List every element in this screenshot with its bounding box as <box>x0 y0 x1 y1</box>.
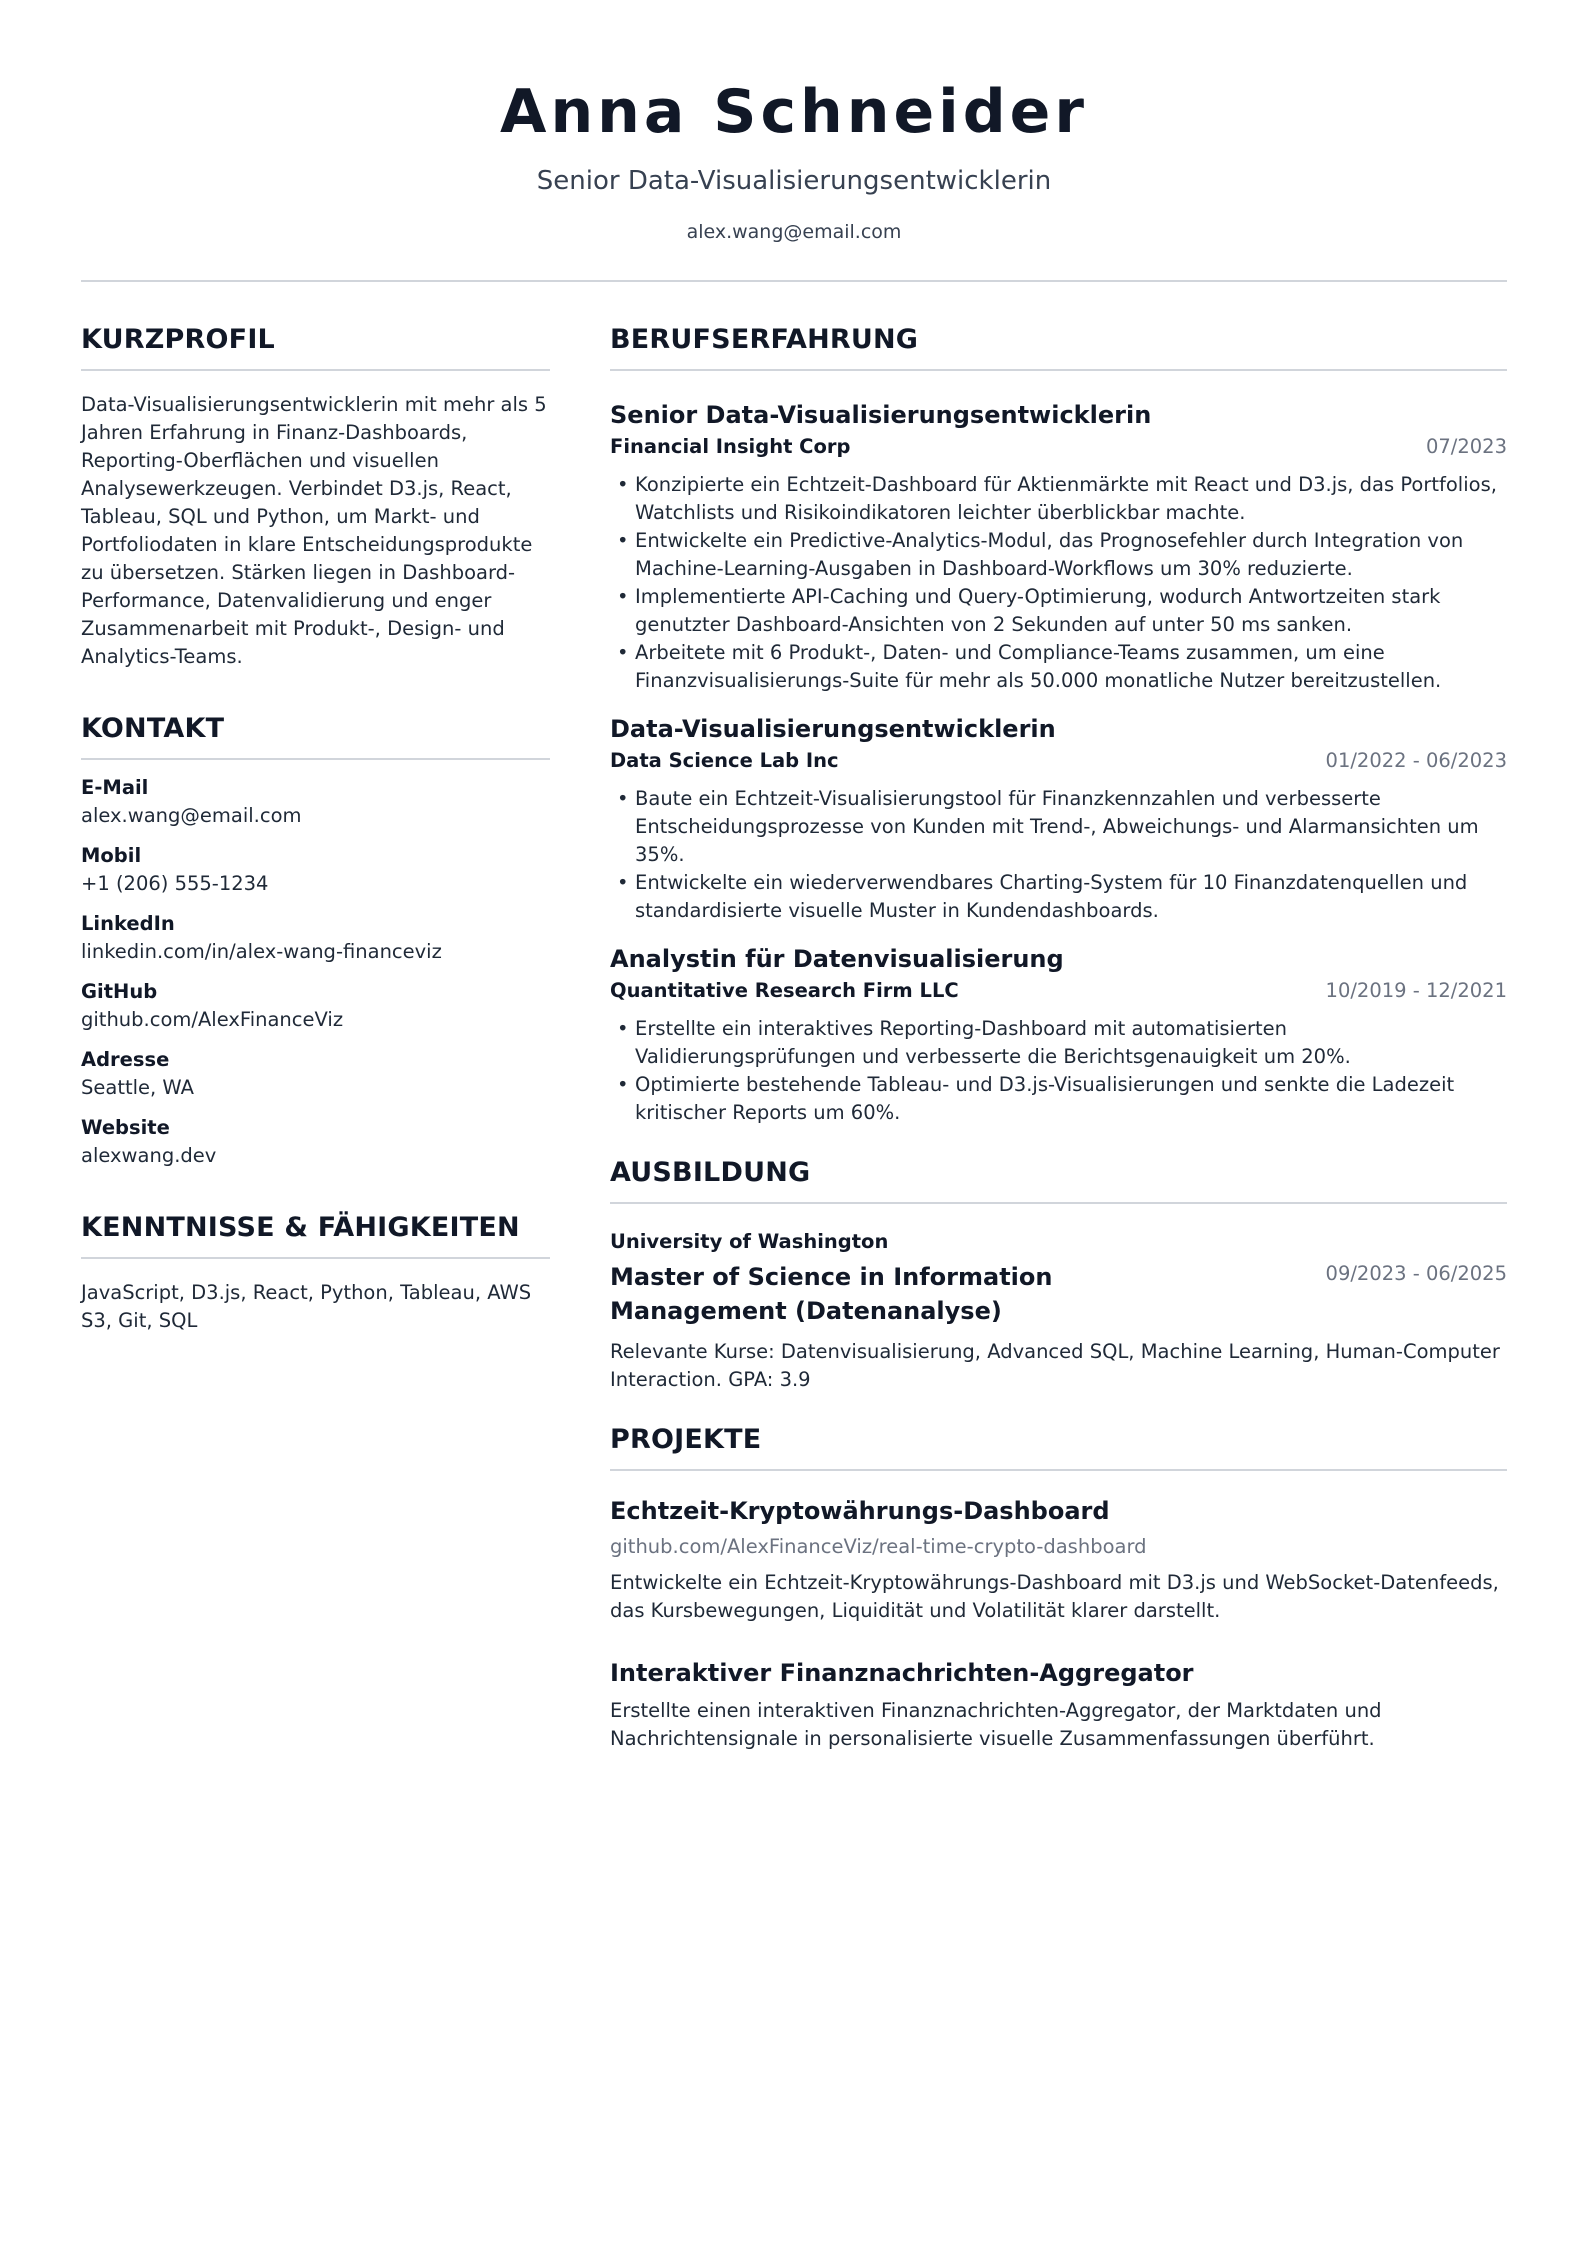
contact-address-value: Seattle, WA <box>81 1075 194 1099</box>
contact-github-link[interactable]: github.com/AlexFinanceViz <box>81 1007 344 1031</box>
edu-school: University of Washington <box>610 1229 889 1253</box>
left-column <box>81 324 550 1795</box>
contact-email-value[interactable]: alex.wang@email.com <box>81 803 302 827</box>
job-company: Data Science Lab Inc <box>610 748 839 772</box>
edu-date: 09/2023 - 06/2025 <box>1325 1261 1507 1285</box>
job-bullet <box>610 471 1507 527</box>
candidate-name: Anna Schneider <box>500 77 1088 147</box>
contact-linkedin-link[interactable]: linkedin.com/in/alex-wang-financeviz <box>81 939 442 963</box>
contact-item-email <box>81 774 550 830</box>
skills-heading: KENNTNISSE & FÄHIGKEITEN <box>81 1212 550 1259</box>
resume-columns <box>81 324 1507 1795</box>
contact-item-linkedin <box>81 910 550 966</box>
job-bullet <box>610 639 1507 695</box>
projects-section <box>610 1424 1507 1753</box>
job-bullet-text: Entwickelte ein wiederverwendbares Charting-System für 10 Finanzdatenquellen und standardisierte visuelle Muster in Kundendashboards. <box>635 870 1468 922</box>
job-title: Senior Data-Visualisierungsentwicklerin <box>610 400 1152 429</box>
job-bullet <box>610 869 1507 925</box>
project-desc: Erstellte einen interaktiven Finanznachrichten-Aggregator, der Marktdaten und Nachrichtensignale in personalisierte visuelle Zusammenfassungen überführt. <box>610 1698 1382 1750</box>
bullet-dot-icon: • <box>617 640 629 664</box>
header-divider <box>81 280 1507 282</box>
edu-degree-row <box>610 1260 1507 1328</box>
job-company: Financial Insight Corp <box>610 434 851 458</box>
job-bullet-text: Baute ein Echtzeit-Visualisierungstool für Finanzkennzahlen und verbesserte Entscheidungsprozesse von Kunden mit Trend-, Abweichungs- und Alarmansichten um 35%. <box>635 786 1479 866</box>
project-title: Interaktiver Finanznachrichten-Aggregator <box>610 1658 1194 1687</box>
summary-heading: KURZPROFIL <box>81 324 550 371</box>
contact-label: Adresse <box>81 1047 170 1071</box>
job-meta <box>610 977 1507 1005</box>
contact-item-address <box>81 1046 550 1102</box>
job-bullet <box>610 1071 1507 1127</box>
resume-header <box>81 0 1507 282</box>
job-bullet <box>610 583 1507 639</box>
bullet-dot-icon: • <box>617 870 629 894</box>
project-desc: Entwickelte ein Echtzeit-Kryptowährungs-Dashboard mit D3.js und WebSocket-Datenfeeds, das Kursbewegungen, Liquidität und Volatilität klarer darstellt. <box>610 1570 1499 1622</box>
job-bullet-text: Arbeitete mit 6 Produkt-, Daten- und Compliance-Teams zusammen, um eine Finanzvisualisierungs-Suite für mehr als 50.000 monatliche Nutzer bereitzustellen. <box>635 640 1442 692</box>
job-bullets <box>610 1015 1507 1127</box>
job-bullet <box>610 527 1507 583</box>
projects-heading: PROJEKTE <box>610 1424 1507 1471</box>
job-bullets <box>610 785 1507 925</box>
contact-item-phone <box>81 842 550 898</box>
contact-label: LinkedIn <box>81 911 175 935</box>
contact-section <box>81 713 550 1170</box>
summary-section <box>81 324 550 671</box>
job-bullet-text: Konzipierte ein Echtzeit-Dashboard für Aktienmärkte mit React und D3.js, das Portfolios, Watchlists und Risikoindikatoren leichter überblickbar machte. <box>635 472 1497 524</box>
skills-text: JavaScript, D3.js, React, Python, Tableau, AWS S3, Git, SQL <box>81 1280 532 1332</box>
contact-item-website <box>81 1114 550 1170</box>
candidate-title: Senior Data-Visualisierungsentwicklerin <box>536 166 1052 196</box>
job-date: 07/2023 <box>1425 434 1507 458</box>
bullet-dot-icon: • <box>617 584 629 608</box>
job-bullets <box>610 471 1507 695</box>
edu-degree: Master of Science in Information Management (Datenanalyse) <box>610 1262 1053 1325</box>
job-bullet-text: Optimierte bestehende Tableau- und D3.js-Visualisierungen und senkte die Ladezeit kritischer Reports um 60%. <box>635 1072 1455 1124</box>
job-date: 01/2022 - 06/2023 <box>1325 748 1507 772</box>
project-entry <box>610 1657 1507 1753</box>
bullet-dot-icon: • <box>617 472 629 496</box>
job-bullet-text: Implementierte API-Caching und Query-Optimierung, wodurch Antwortzeiten stark genutzter Dashboard-Ansichten von 2 Sekunden auf unter 50 ms sanken. <box>635 584 1441 636</box>
job-meta <box>610 433 1507 461</box>
job-title: Analystin für Datenvisualisierung <box>610 944 1064 973</box>
job-bullet <box>610 1015 1507 1071</box>
contact-heading: KONTAKT <box>81 713 550 760</box>
header-email[interactable]: alex.wang@email.com <box>686 221 902 244</box>
contact-list <box>81 774 550 1170</box>
contact-phone-value[interactable]: +1 (206) 555-1234 <box>81 871 269 895</box>
summary-text: Data-Visualisierungsentwicklerin mit mehr als 5 Jahren Erfahrung in Finanz-Dashboards, Reporting-Oberflächen und visuellen Analysewerkzeugen. Verbindet D3.js, React, Tableau, SQL und Python, um Markt- und Portfoliodaten in klare Entscheidungsprodukte zu übersetzen. Stärken liegen in Dashboard-Performance, Datenvalidierung und enger Zusammenarbeit mit Produkt-, Design- und Analytics-Teams. <box>81 392 547 668</box>
project-entry <box>610 1495 1507 1625</box>
experience-heading: BERUFSERFAHRUNG <box>610 324 1507 371</box>
job-entry <box>610 399 1507 695</box>
job-date: 10/2019 - 12/2021 <box>1325 978 1507 1002</box>
job-meta <box>610 747 1507 775</box>
job-bullet <box>610 785 1507 869</box>
contact-label: Mobil <box>81 843 142 867</box>
skills-section <box>81 1212 550 1335</box>
bullet-dot-icon: • <box>617 1072 629 1096</box>
project-link[interactable]: github.com/AlexFinanceViz/real-time-crypto-dashboard <box>610 1534 1147 1558</box>
job-entry <box>610 713 1507 925</box>
job-title: Data-Visualisierungsentwicklerin <box>610 714 1056 743</box>
education-heading: AUSBILDUNG <box>610 1157 1507 1204</box>
job-bullet-text: Entwickelte ein Predictive-Analytics-Modul, das Prognosefehler durch Integration von Machine-Learning-Ausgaben in Dashboard-Workflows um 30% reduzierte. <box>635 528 1464 580</box>
project-title: Echtzeit-Kryptowährungs-Dashboard <box>610 1496 1110 1525</box>
job-bullet-text: Erstellte ein interaktives Reporting-Dashboard mit automatisierten Validierungsprüfungen und verbesserte die Berichtsgenauigkeit um 20%. <box>635 1016 1351 1068</box>
contact-label: Website <box>81 1115 170 1139</box>
job-entry <box>610 943 1507 1127</box>
edu-courses: Relevante Kurse: Datenvisualisierung, Advanced SQL, Machine Learning, Human-Computer Interaction. GPA: 3.9 <box>610 1339 1500 1391</box>
bullet-dot-icon: • <box>617 1016 629 1040</box>
contact-label: GitHub <box>81 979 158 1003</box>
experience-section <box>610 324 1507 1127</box>
bullet-dot-icon: • <box>617 528 629 552</box>
contact-website-link[interactable]: alexwang.dev <box>81 1143 217 1167</box>
bullet-dot-icon: • <box>617 786 629 810</box>
contact-label: E-Mail <box>81 775 149 799</box>
job-company: Quantitative Research Firm LLC <box>610 978 959 1002</box>
right-column <box>610 324 1507 1795</box>
contact-item-github <box>81 978 550 1034</box>
education-section <box>610 1157 1507 1394</box>
